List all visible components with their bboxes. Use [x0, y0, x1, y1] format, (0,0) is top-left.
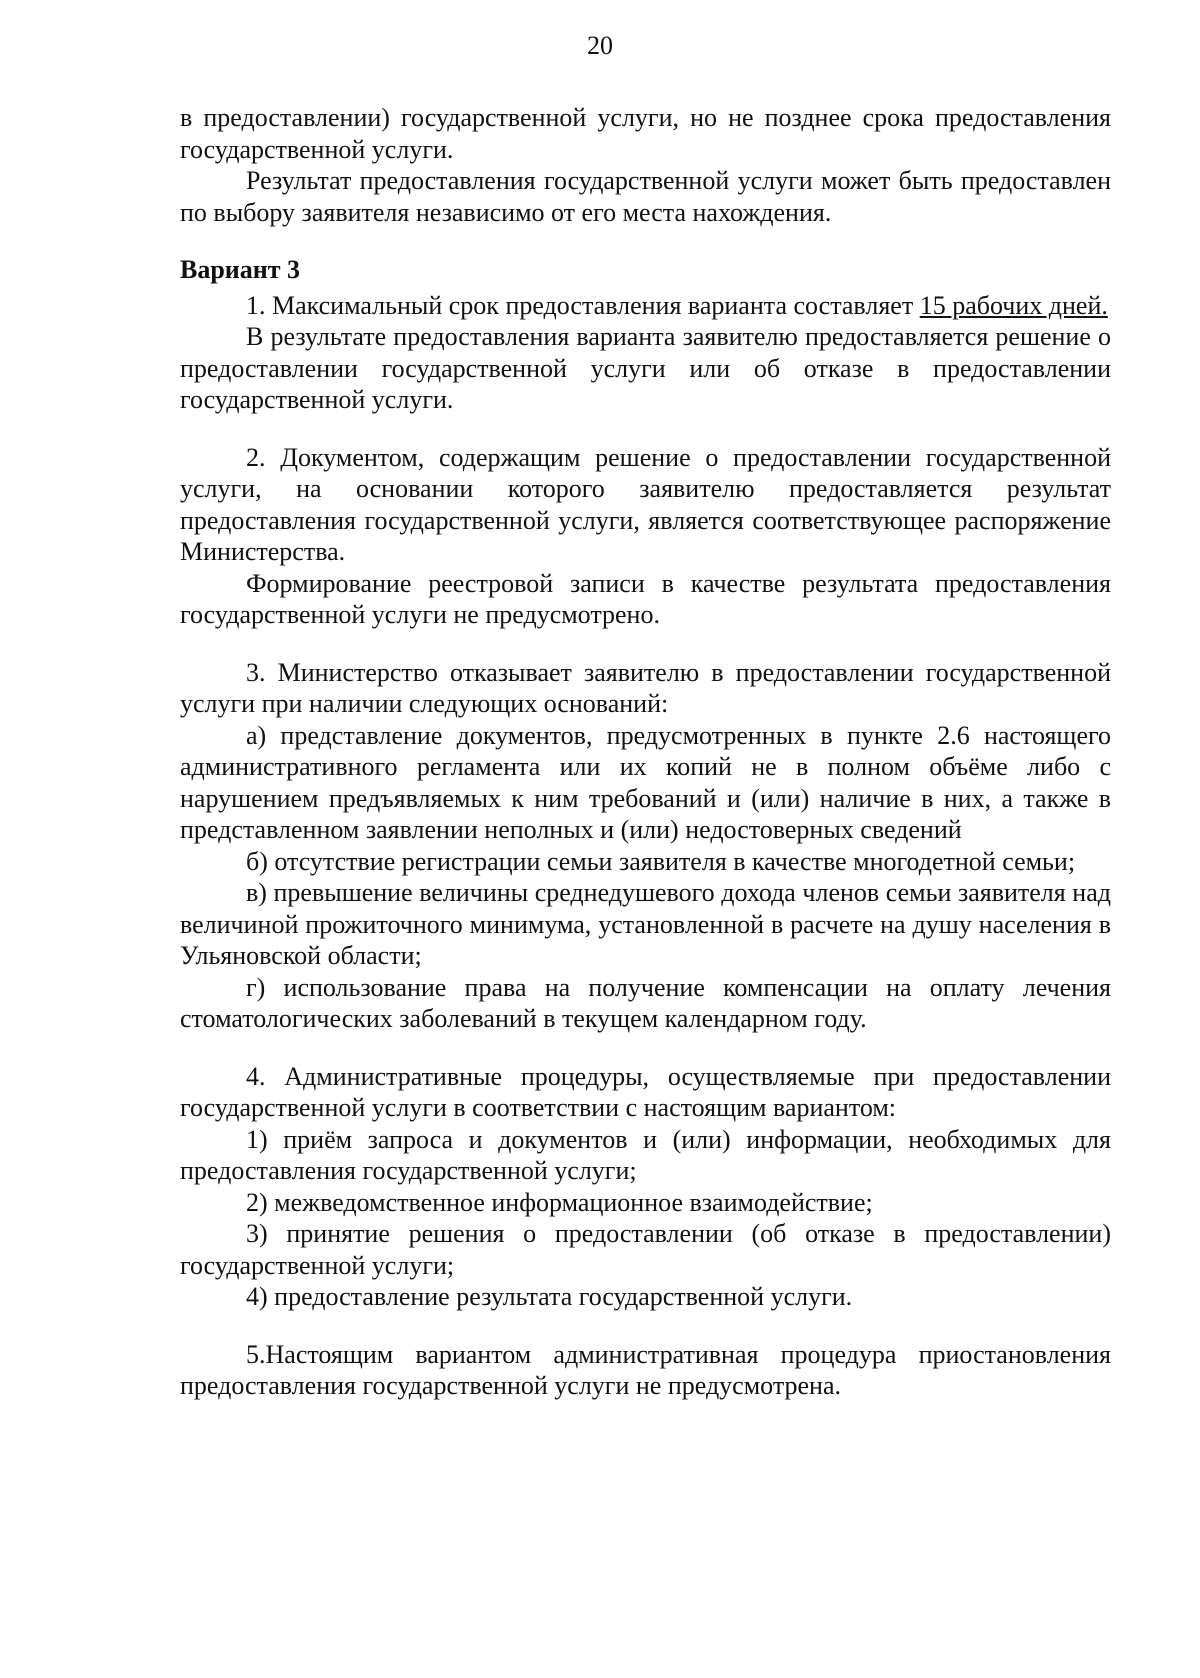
section-1-result: В результате предоставления варианта заявителю предоставляется решение о предоставлении государственной услуги или об отказе в предоставлении государственной услуги.: [180, 322, 1111, 414]
section-3-intro: 3. Министерство отказывает заявителю в предоставлении государственной услуги при наличии следующих оснований:: [180, 657, 1111, 718]
section-4-intro: 4. Административные процедуры, осуществляемые при предоставлении государственной услуги в соответствии с настоящим вариантом:: [180, 1061, 1111, 1122]
section-3-item-v: в) превышение величины среднедушевого дохода членов семьи заявителя над величиной прожиточного минимума, установленной в расчете на душу населения в Ульяновской области;: [180, 878, 1111, 970]
section-1-term-text: 1. Максимальный срок предоставления варианта составляет: [246, 290, 920, 320]
section-4-item-1: 1) приём запроса и документов и (или) информации, необходимых для предоставления государственной услуги;: [180, 1124, 1111, 1185]
section-3-item-b: б) отсутствие регистрации семьи заявителя в качестве многодетной семьи;: [246, 846, 1076, 876]
paragraph-result-delivery: Результат предоставления государственной услуги может быть предоставлен по выбору заявителя независимо от его места нахождения.: [180, 166, 1111, 227]
section-4-item-3: 3) принятие решения о предоставлении (об отказе в предоставлении) государственной услуги;: [180, 1219, 1111, 1280]
section-5-text: 5.Настоящим вариантом административная процедура приостановления предоставления государственной услуги не предусмотрена.: [180, 1339, 1111, 1400]
section-4-item-4: 4) предоставление результата государственной услуги.: [246, 1282, 853, 1311]
paragraph-continuation: в предоставлении) государственной услуги, но не позднее срока предоставления государственной услуги.: [180, 103, 1111, 164]
section-3-item-g: г) использование права на получение компенсации на оплату лечения стоматологических заболеваний в текущем календарном году.: [180, 972, 1111, 1033]
section-heading: Вариант 3: [180, 255, 301, 284]
section-2-document: 2. Документом, содержащим решение о предоставлении государственной услуги, на основании которого заявителю предоставляется результат предоставления государственной услуги, является соответствующее распоряжение Министерства.: [180, 442, 1111, 566]
section-1-term-days: 15 рабочих дней.: [919, 290, 1108, 320]
document-body: [180, 102, 1111, 1402]
section-4-item-2: 2) межведомственное информационное взаимодействие;: [246, 1187, 873, 1217]
section-2-registry: Формирование реестровой записи в качестве результата предоставления государственной услуги не предусмотрено.: [180, 568, 1111, 629]
section-3-item-a: а) представление документов, предусмотренных в пункте 2.6 настоящего административного регламента или их копий не в полном объёме либо с нарушением предъявляемых к ним требований и (или) наличие в них, а также в представленном заявлении неполных и (или) недостоверных сведений: [180, 720, 1111, 844]
page-number: 20: [587, 31, 613, 60]
section-1-term: [180, 290, 1111, 322]
